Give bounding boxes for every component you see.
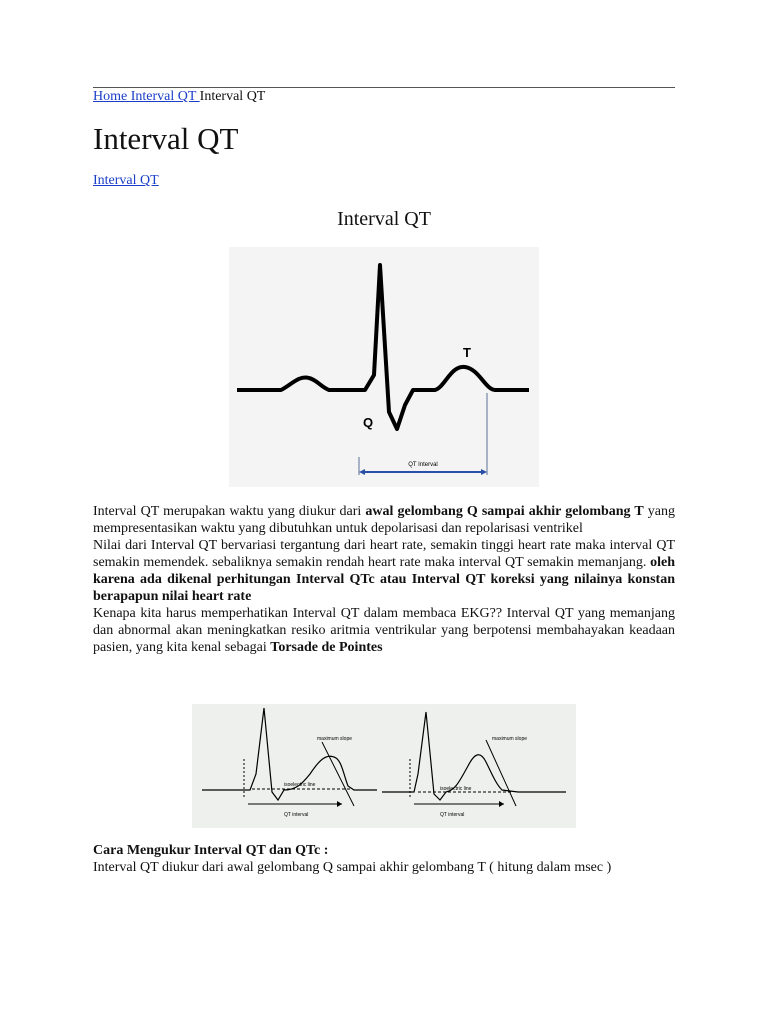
right-iso-label: isoelectric line <box>440 786 472 792</box>
right-slope-label: maximum slope <box>492 736 528 742</box>
section-heading: Cara Mengukur Interval QT dan QTc : <box>93 843 329 858</box>
interval-qt-link[interactable]: Interval QT <box>93 173 159 188</box>
p1-text: Interval QT merupakan waktu yang diukur dari <box>93 504 366 519</box>
interval-qt-link-container <box>93 172 159 190</box>
section-body: Interval QT diukur dari awal gelombang Q sampai akhir gelombang T ( hitung dalam msec ) <box>93 860 612 875</box>
center-heading: Interval QT <box>337 208 431 230</box>
paragraph-2 <box>93 537 675 605</box>
label-t: T <box>463 345 471 360</box>
article-body <box>93 503 675 656</box>
breadcrumb-current: Interval QT <box>199 89 266 104</box>
label-qt-interval: QT Interval <box>408 462 438 468</box>
left-slope-label: maximum slope <box>317 736 353 742</box>
p1-text-end: yang mempresentasikan waktu yang dibutuhkan untuk depolarisasi dan repolarisasi ventrikel <box>93 504 676 536</box>
tangent-method-graphic <box>192 704 576 828</box>
paragraph-1 <box>93 503 675 537</box>
paragraph-3 <box>93 605 675 656</box>
right-interval-label: QT interval <box>440 812 465 818</box>
left-interval-label: QT interval <box>284 812 309 818</box>
p3-text: Kenapa kita harus memperhatikan Interval QT dalam membaca EKG?? Interval QT yang memanjang dan abnormal akan meningkatkan resiko aritmia ventrikular yang berpotensi membahayakan keadaan pasien, yang kita kenal sebagai <box>93 606 675 655</box>
label-q: Q <box>363 415 374 430</box>
page-title: Interval QT <box>93 121 239 156</box>
p2-bold: oleh karena ada dikenal perhitungan Interval QTc atau Interval QT koreksi yang nilainya konstan berapapun nilai heart rate <box>93 555 675 604</box>
left-iso-label: isoelectric line <box>284 782 316 788</box>
p2-text: Nilai dari Interval QT bervariasi tergantung dari heart rate, semakin tinggi heart rate maka interval QT semakin memendek. sebaliknya semakin rendah heart rate maka interval QT semakin memanjang. <box>93 538 675 570</box>
p3-bold: Torsade de Pointes <box>270 640 383 655</box>
ecg-waveform-graphic <box>229 247 539 487</box>
ecg-qt-interval-figure <box>229 247 539 487</box>
qt-tangent-method-figure <box>192 704 576 828</box>
breadcrumb-home-link[interactable]: Home Interval QT <box>93 89 200 104</box>
breadcrumb <box>93 88 265 106</box>
p1-bold: awal gelombang Q sampai akhir gelombang T <box>365 504 644 519</box>
